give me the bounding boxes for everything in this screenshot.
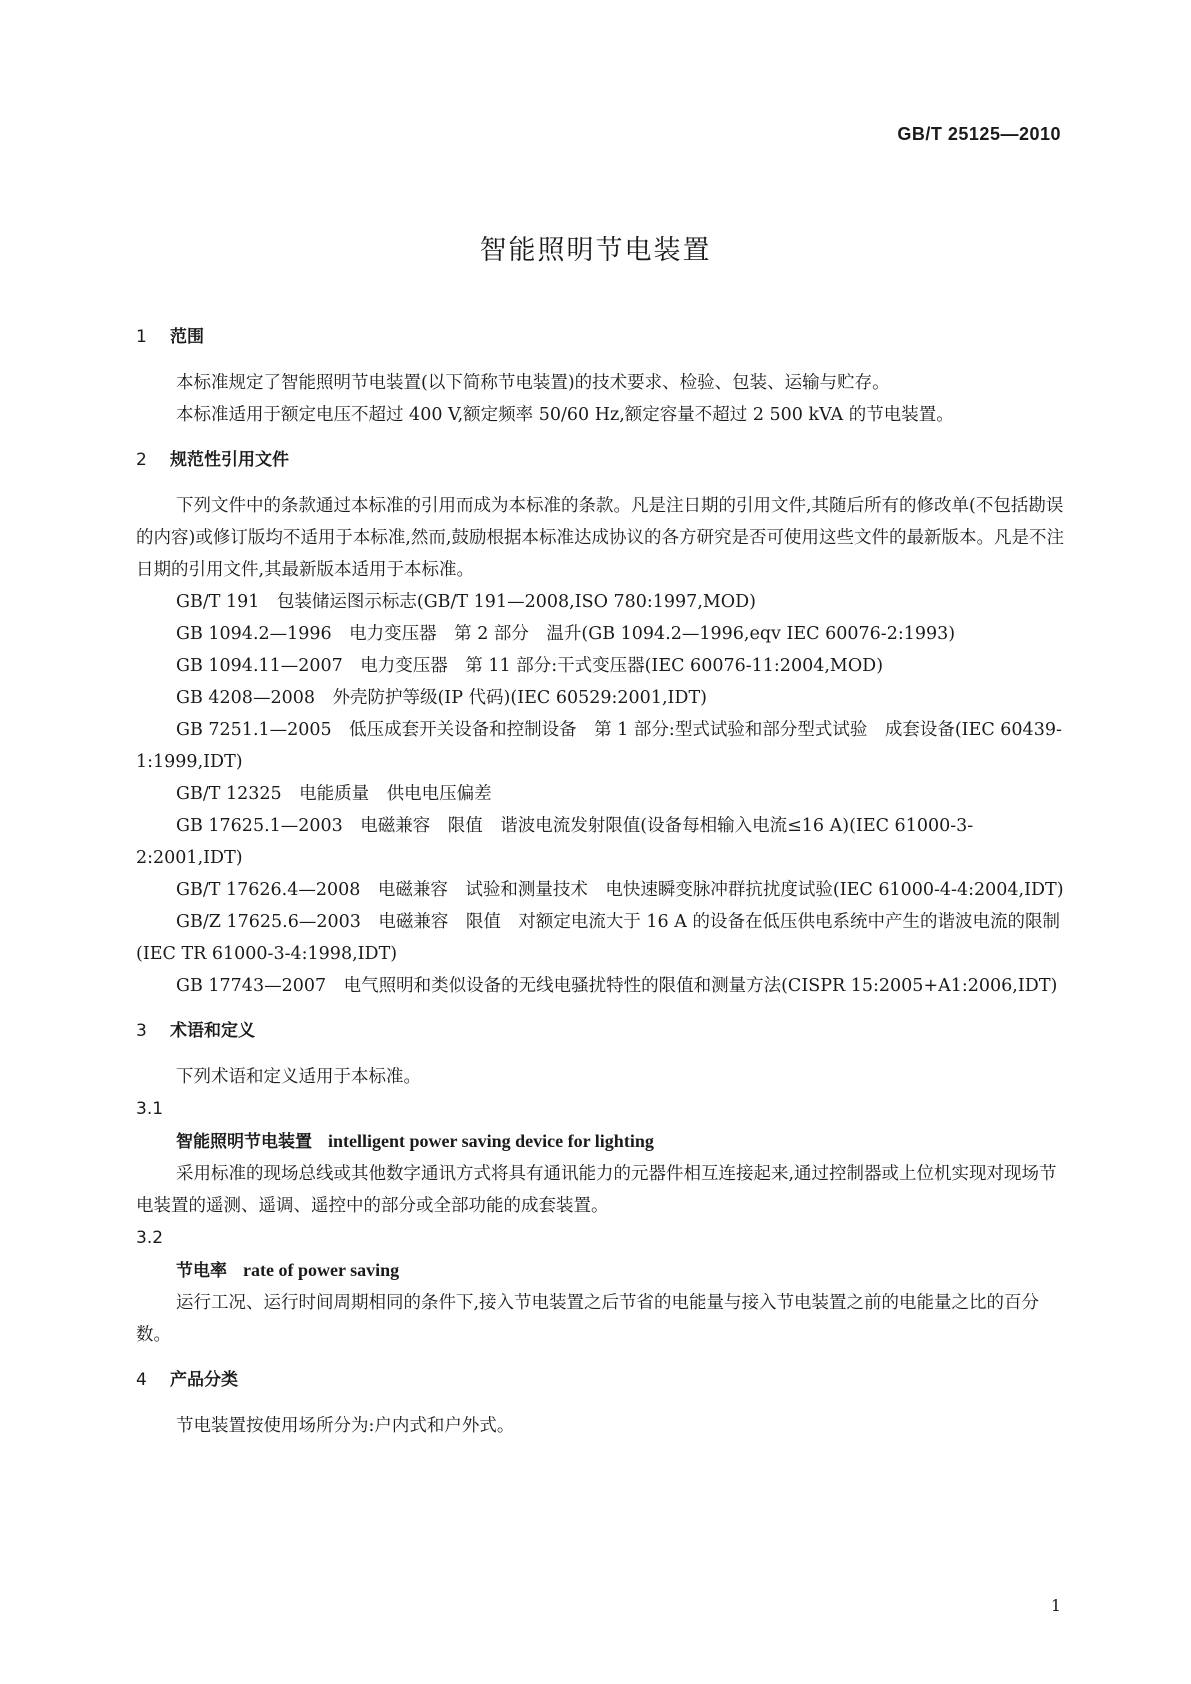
section-4-heading (136, 1365, 1066, 1390)
reference-item: GB/Z 17625.6—2003 电磁兼容 限值 对额定电流大于 16 A 的设备在低压供电系统中产生的谐波电流的限制(IEC TR 61000-3-4:1998,IDT) (136, 912, 1060, 964)
paragraph: 下列文件中的条款通过本标准的引用而成为本标准的条款。凡是注日期的引用文件,其随后所有的修改单(不包括勘误的内容)或修订版均不适用于本标准,然而,鼓励根据本标准达成协议的各方研究是否可使用这些文件的最新版本。凡是不注日期的引用文件,其最新版本适用于本标准。 (136, 496, 1064, 580)
term-chinese: 节电率 (176, 1261, 227, 1281)
reference-item: GB/T 17626.4—2008 电磁兼容 试验和测量技术 电快速瞬变脉冲群抗扰度试验(IEC 61000-4-4:2004,IDT) (176, 880, 1064, 900)
section-number: 2 (136, 450, 147, 470)
reference-item: GB/T 191 包装储运图示标志(GB/T 191—2008,ISO 780:1997,MOD) (176, 592, 757, 612)
section-title: 术语和定义 (170, 1021, 255, 1041)
paragraph: 本标准适用于额定电压不超过 400 V,额定频率 50/60 Hz,额定容量不超过 2 500 kVA 的节电装置。 (176, 405, 954, 425)
section-title: 范围 (170, 327, 204, 347)
reference-item: GB 7251.1—2005 低压成套开关设备和控制设备 第 1 部分:型式试验和部分型式试验 成套设备(IEC 60439-1:1999,IDT) (136, 720, 1062, 772)
paragraph: 下列术语和定义适用于本标准。 (176, 1067, 421, 1087)
term-chinese: 智能照明节电装置 (176, 1132, 312, 1152)
term-english: intelligent power saving device for lighting (328, 1131, 654, 1151)
term-entry (136, 1125, 1066, 1158)
term-definition: 运行工况、运行时间周期相同的条件下,接入节电装置之后节省的电能量与接入节电装置之前的电能量之比的百分数。 (136, 1293, 1040, 1345)
section-number: 1 (136, 327, 147, 347)
term-number: 3.2 (136, 1228, 164, 1248)
reference-item: GB 1094.2—1996 电力变压器 第 2 部分 温升(GB 1094.2—1996,eqv IEC 60076-2:1993) (176, 624, 956, 644)
section-title: 产品分类 (170, 1370, 238, 1390)
page-number: 1 (1050, 1596, 1061, 1615)
term-english: rate of power saving (243, 1260, 400, 1280)
reference-item: GB 1094.11—2007 电力变压器 第 11 部分:干式变压器(IEC 60076-11:2004,MOD) (176, 656, 884, 676)
term-number: 3.1 (136, 1099, 164, 1119)
section-number: 3 (136, 1021, 147, 1041)
document-body (136, 322, 1066, 1442)
section-1-heading (136, 322, 1066, 347)
reference-item: GB 17625.1—2003 电磁兼容 限值 谐波电流发射限值(设备每相输入电流≤16 A)(IEC 61000-3-2:2001,IDT) (136, 816, 974, 868)
reference-item: GB 4208—2008 外壳防护等级(IP 代码)(IEC 60529:2001,IDT) (176, 688, 707, 708)
document-title: 智能照明节电装置 (479, 235, 712, 266)
term-definition: 采用标准的现场总线或其他数字通讯方式将具有通讯能力的元器件相互连接起来,通过控制器或上位机实现对现场节电装置的遥测、遥调、遥控中的部分或全部功能的成套装置。 (136, 1164, 1057, 1216)
section-3-heading (136, 1016, 1066, 1041)
section-2-heading (136, 445, 1066, 470)
reference-item: GB 17743—2007 电气照明和类似设备的无线电骚扰特性的限值和测量方法(CISPR 15:2005+A1:2006,IDT) (176, 976, 1058, 996)
section-number: 4 (136, 1370, 147, 1390)
paragraph: 节电装置按使用场所分为:户内式和户外式。 (176, 1416, 515, 1436)
reference-item: GB/T 12325 电能质量 供电电压偏差 (176, 784, 492, 804)
section-title: 规范性引用文件 (170, 450, 289, 470)
paragraph: 本标准规定了智能照明节电装置(以下简称节电装置)的技术要求、检验、包装、运输与贮存。 (176, 373, 890, 393)
term-entry (136, 1254, 1066, 1287)
standard-code: GB/T 25125—2010 (897, 124, 1061, 144)
